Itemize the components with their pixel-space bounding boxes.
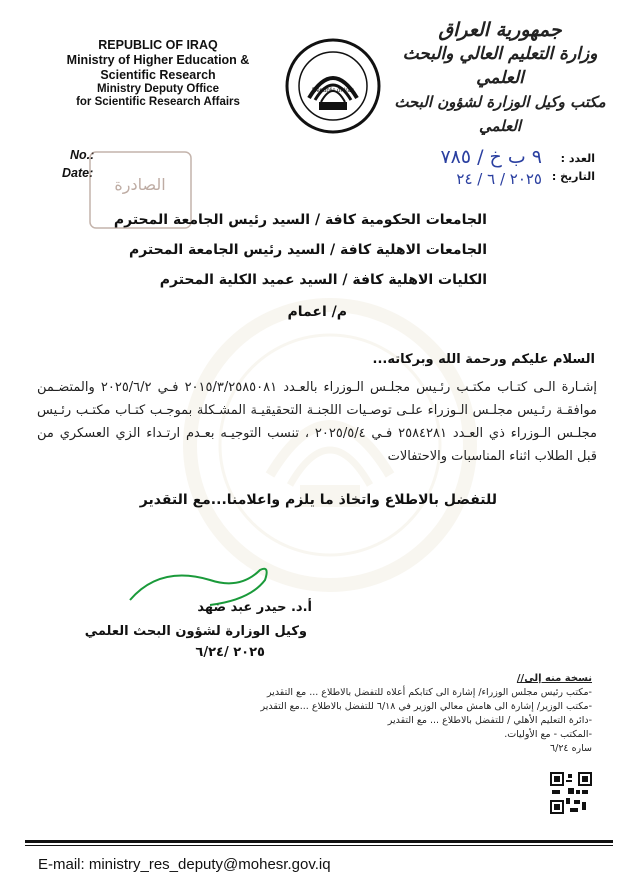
body-paragraph: إشـارة الـى كتـاب مكتـب رئـيس مجلـس الـوزراء بالعـدد ٢٠١٥/٣/٢٥٨٥٠٨١ فـي ٢٠٢٥/٦/٢ والمتضـمن موافقـة رئـيس مجلـس الـوزراء علـى توصـيات اللجنـة التحقيقيـة المشـكلة بموجـب كتـاب مكتـب رئـيس مجلـس الـوزراء ذي العـدد ٢٥٨٤٢٨١ فـي ٢٠٢٥/٥/٤ ، تنسب التوجيـه بعـدم ارتـداء الزي العسكري من قبل الطلاب اثناء المناسبات والاحتفالات xyxy=(37,380,597,464)
closing: للتفضل بالاطلاع واتخاذ ما يلزم واعلامنا...مع التقدير xyxy=(139,492,497,508)
copy-item: -مكتب رئيس مجلس الوزراء/ إشارة الى كتابكم أعلاه للتفضل بالاطلاع ... مع التقدير xyxy=(266,687,592,698)
ar-office: مكتب وكيل الوزارة لشؤون البحث العلمي xyxy=(394,93,606,135)
addressee-3: الكليات الاهلية كافة / السيد عميد الكلية المحترم xyxy=(159,272,487,288)
en-republic: REPUBLIC OF IRAQ xyxy=(98,38,218,52)
signature-date: ٢٠٢٥ /٦/٢٤ xyxy=(195,645,265,660)
en-office-2: for Scientific Research Affairs xyxy=(76,96,240,108)
date-label: Date: xyxy=(62,166,94,180)
footer-rule xyxy=(25,840,613,843)
copies-heading: نسخة منه إلى// xyxy=(516,673,592,684)
arabic-letterhead xyxy=(385,18,615,138)
en-ministry-2: Scientific Research xyxy=(100,68,216,82)
copy-item: -مكتب الوزير/ إشارة الى هامش معالي الوزير في ٦/١٨ للتفضل بالاطلاع ...مع التقدير xyxy=(260,701,592,712)
subject: م/ اعمام xyxy=(287,304,347,320)
footer-rule-thin xyxy=(25,845,613,846)
ar-republic: جمهورية العراق xyxy=(438,19,562,41)
stamp-text: الصادرة xyxy=(114,175,166,194)
ar-date-label: التاريخ : xyxy=(551,170,595,183)
ministry-seal-logo xyxy=(285,38,381,134)
signatory-name: أ.د. حيدر عبد ضهد xyxy=(197,600,312,615)
addressee-1: الجامعات الحكومية كافة / السيد رئيس الجامعة المحترم xyxy=(113,212,487,228)
ar-no-label: العدد : xyxy=(560,152,595,165)
ar-ministry: وزارة التعليم العالي والبحث العلمي xyxy=(402,44,598,88)
copy-item: -المكتب - مع الأوليات. xyxy=(504,729,592,740)
copy-item: -دائرة التعليم الأهلي / للتفضل بالاطلاع ... مع التقدير xyxy=(387,715,592,726)
no-label: No.: xyxy=(70,148,95,162)
seal-caption: Republic of Iraq xyxy=(311,88,355,94)
copies-list xyxy=(222,672,592,756)
qr-code xyxy=(550,772,592,814)
en-office: Ministry Deputy Office xyxy=(96,83,220,95)
ar-date-value: ٢٠٢٥ / ٦ / ٢٤ xyxy=(456,170,542,188)
footer-email: E-mail: ministry_res_deputy@mohesr.gov.iq xyxy=(38,856,331,873)
copy-item: ساره ٦/٢٤ xyxy=(550,743,592,754)
en-ministry: Ministry of Higher Education & xyxy=(66,53,250,67)
greeting: السلام عليكم ورحمة الله وبركاته... xyxy=(372,352,595,367)
ar-no-value: ٩ ب خ / ٧٨٥ xyxy=(440,146,542,168)
addressee-2: الجامعات الاهلية كافة / السيد رئيس الجامعة المحترم xyxy=(128,242,487,258)
signatory-title: وكيل الوزارة لشؤون البحث العلمي xyxy=(84,624,307,639)
english-letterhead xyxy=(58,38,258,109)
